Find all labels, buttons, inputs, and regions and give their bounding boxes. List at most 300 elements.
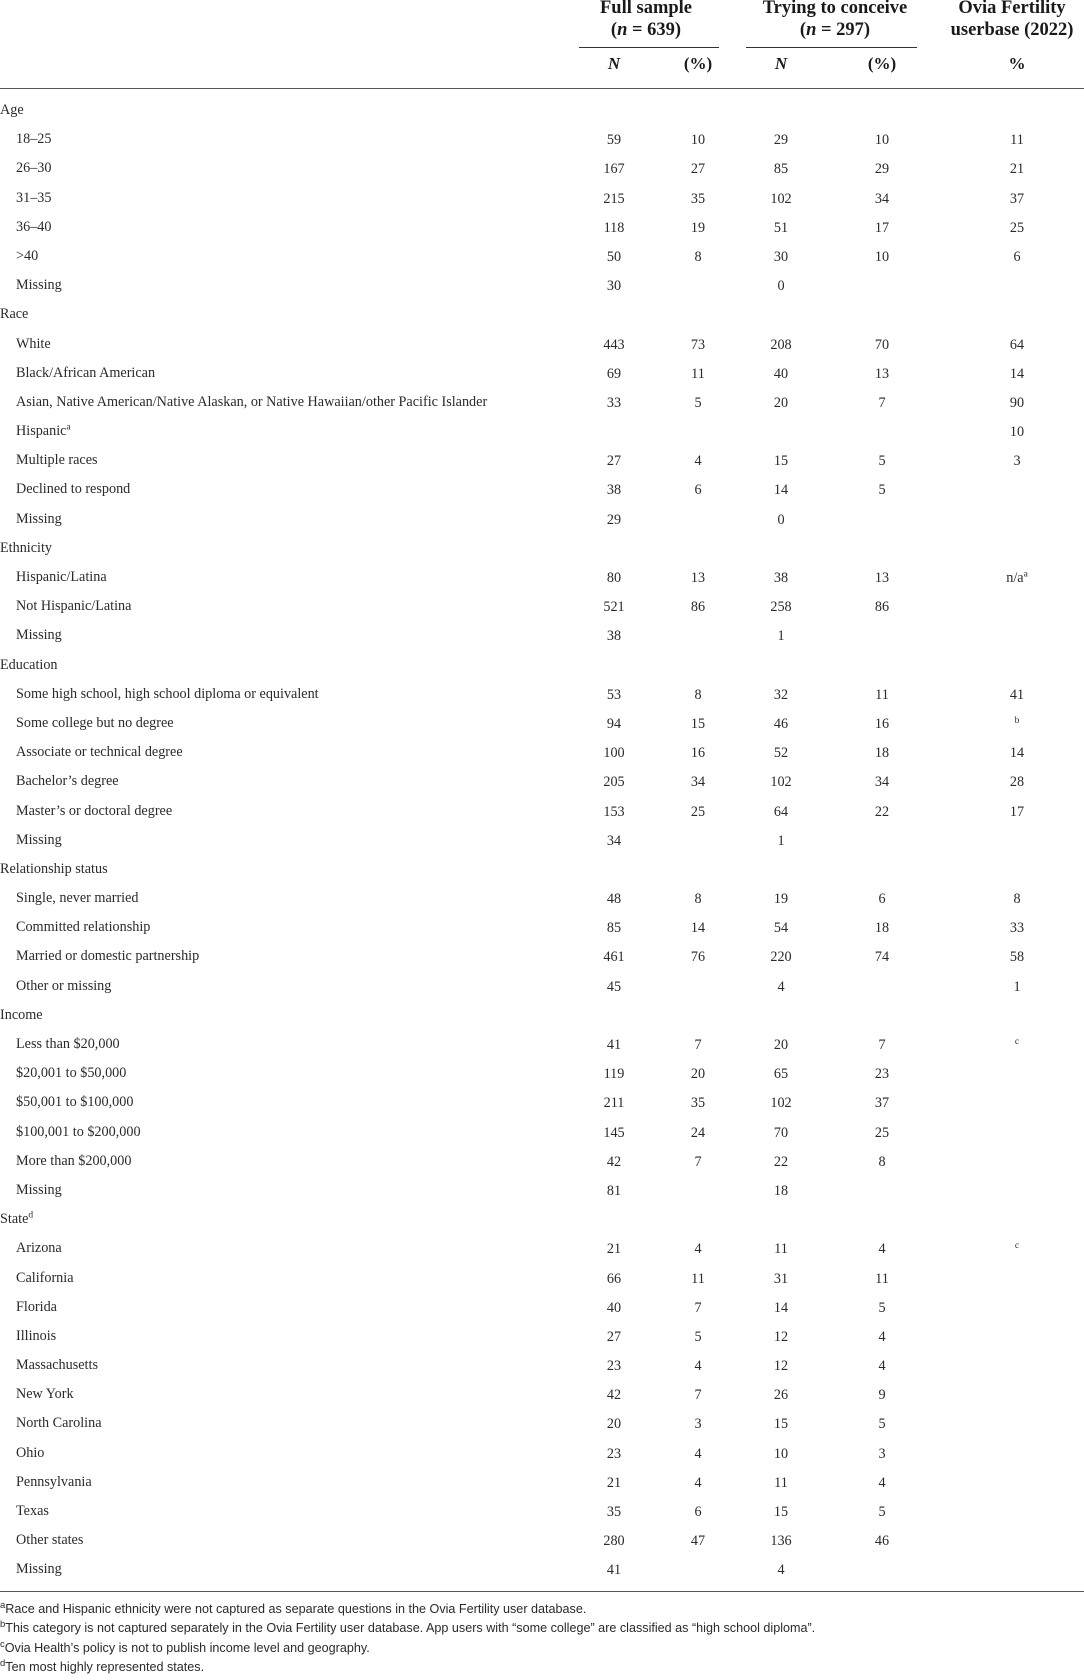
row-label — [16, 1503, 49, 1520]
cell-value: 14 — [1009, 745, 1025, 762]
full-sample-underline — [579, 47, 719, 48]
cell-c3 — [746, 949, 816, 966]
row-label — [16, 1357, 98, 1374]
cell-c1 — [579, 570, 649, 587]
cell-c2 — [663, 599, 733, 616]
cell-value: 4 — [777, 978, 785, 995]
cell-c1 — [579, 1562, 649, 1579]
cell-c3 — [746, 570, 816, 587]
cell-c5 — [982, 366, 1052, 383]
cell-c3 — [746, 220, 816, 237]
cell-c2 — [663, 716, 733, 733]
cell-value: 64 — [773, 803, 789, 820]
cell-c3 — [746, 774, 816, 791]
cell-c3 — [746, 366, 816, 383]
cell-c1 — [579, 1183, 649, 1200]
cell-value: 6 — [878, 891, 886, 908]
cell-c2 — [663, 804, 733, 821]
cell-value: 4 — [694, 1474, 702, 1491]
row-label-text: Committed relationship — [16, 919, 151, 936]
cell-c1 — [579, 599, 649, 616]
table-row — [0, 184, 1084, 213]
footnote-mark: d — [0, 1657, 6, 1669]
footnote-marker: b — [1014, 715, 1020, 726]
row-label-text: North Carolina — [16, 1415, 102, 1432]
cell-value: 66 — [606, 1270, 622, 1287]
row-label-text: Multiple races — [16, 452, 98, 469]
table-row — [0, 1030, 1084, 1059]
cell-c4 — [847, 891, 917, 908]
cell-value: 48 — [606, 891, 622, 908]
table-row — [0, 475, 1084, 504]
cell-c1 — [579, 337, 649, 354]
cell-c1 — [579, 979, 649, 996]
row-label — [16, 1182, 62, 1199]
row-label — [16, 1445, 44, 1462]
cell-c3 — [746, 1241, 816, 1258]
cell-value: 4 — [694, 1358, 702, 1375]
section-header-row — [0, 651, 1084, 680]
cell-value: 86 — [690, 599, 706, 616]
cell-value: 19 — [690, 219, 706, 236]
cell-value: 29 — [606, 511, 622, 528]
cell-value: 15 — [773, 1504, 789, 1520]
cell-value: 45 — [606, 978, 622, 995]
cell-value: 23 — [606, 1445, 622, 1462]
cell-value: 10 — [874, 132, 890, 149]
cell-c1 — [579, 920, 649, 937]
cell-c3 — [746, 1475, 816, 1492]
row-label-text: Income — [0, 1006, 43, 1023]
cell-value: 11 — [774, 1241, 788, 1258]
row-label-text: Education — [0, 656, 58, 673]
table-row — [0, 738, 1084, 767]
cell-c4 — [847, 716, 917, 733]
cell-c4 — [847, 570, 917, 587]
cell-c1 — [579, 482, 649, 499]
row-label — [16, 1386, 74, 1403]
cell-c4 — [847, 453, 917, 470]
table-row — [0, 884, 1084, 913]
cell-value: 4 — [878, 1241, 886, 1258]
cell-value: 51 — [773, 219, 789, 236]
cell-value: 280 — [603, 1533, 625, 1550]
cell-value: 208 — [770, 336, 792, 353]
row-label-text: Some college but no degree — [16, 714, 174, 731]
cell-c3 — [746, 687, 816, 704]
cell-c1 — [579, 220, 649, 237]
cell-c4 — [847, 1300, 917, 1317]
cell-value: 4 — [878, 1358, 886, 1375]
cell-c3 — [746, 745, 816, 762]
cell-value: 41 — [1009, 686, 1025, 703]
row-label — [16, 1240, 62, 1257]
cell-c5 — [982, 220, 1052, 237]
cell-value: 54 — [773, 920, 789, 937]
row-label — [16, 481, 130, 498]
cell-value: 26 — [773, 1387, 789, 1404]
cell-value: 102 — [770, 774, 792, 791]
row-label-text: Race — [0, 306, 29, 323]
row-label-text: Arizona — [16, 1240, 62, 1257]
cell-c2 — [663, 1037, 733, 1054]
row-label-text: Some high school, high school diploma or equivalent — [16, 685, 319, 702]
cell-c5 — [982, 570, 1052, 587]
cell-value: 4 — [694, 453, 702, 470]
cell-value: 38 — [606, 482, 622, 499]
cell-value: 6 — [694, 1504, 702, 1520]
table-row — [0, 125, 1084, 154]
cell-c4 — [847, 249, 917, 266]
cell-c5 — [982, 249, 1052, 266]
cell-c3 — [746, 249, 816, 266]
cell-c1 — [579, 628, 649, 645]
ttc-underline — [746, 47, 917, 48]
cell-value: 35 — [606, 1504, 622, 1520]
footnotes — [0, 1600, 1084, 1678]
footnote-mark: c — [0, 1638, 5, 1650]
col-header-n-full: N — [607, 54, 621, 73]
cell-value: 5 — [878, 1416, 886, 1433]
row-label — [16, 890, 139, 907]
cell-c1 — [579, 1329, 649, 1346]
cell-value: 3 — [694, 1416, 702, 1433]
cell-value: 14 — [773, 1299, 789, 1316]
table-row — [0, 1439, 1084, 1468]
cell-c5 — [982, 191, 1052, 208]
cell-value: 58 — [1009, 949, 1025, 966]
cell-value: 0 — [777, 511, 785, 528]
cell-value: 4 — [694, 1445, 702, 1462]
footnote — [0, 1658, 1084, 1677]
section-header-row — [0, 300, 1084, 329]
cell-value: 11 — [875, 1270, 889, 1287]
cell-c5 — [982, 804, 1052, 821]
cell-value: 7 — [694, 1037, 702, 1053]
cell-c3 — [746, 278, 816, 295]
cell-value: 10 — [773, 1445, 789, 1462]
footnote-text: Ten most highly represented states. — [5, 1660, 205, 1675]
cell-c5 — [982, 395, 1052, 412]
cell-c4 — [847, 804, 917, 821]
cell-value: 27 — [606, 1328, 622, 1345]
cell-c4 — [847, 599, 917, 616]
cell-value: 8 — [694, 686, 702, 703]
cell-value: 20 — [606, 1416, 622, 1433]
cell-c5 — [982, 161, 1052, 178]
row-label — [16, 336, 51, 353]
cell-c4 — [847, 774, 917, 791]
row-label-text: Less than $20,000 — [16, 1036, 120, 1052]
cell-value: 5 — [878, 482, 886, 499]
cell-value: 9 — [878, 1387, 886, 1404]
cell-c1 — [579, 161, 649, 178]
cell-c2 — [663, 570, 733, 587]
footnote-text: Ovia Health’s policy is not to publish income level and geography. — [4, 1640, 370, 1655]
table-row — [0, 1059, 1084, 1088]
cell-c1 — [579, 453, 649, 470]
cell-value: 5 — [878, 453, 886, 470]
cell-value: 34 — [690, 774, 706, 791]
table-row — [0, 1264, 1084, 1293]
row-label-text: Missing — [16, 277, 62, 294]
cell-c1 — [579, 191, 649, 208]
row-label — [16, 190, 51, 207]
row-label — [16, 219, 51, 236]
cell-c3 — [746, 1271, 816, 1288]
cell-value: 76 — [690, 949, 706, 966]
cell-c1 — [579, 1387, 649, 1404]
row-label — [16, 803, 172, 820]
cell-c5 — [982, 687, 1052, 704]
cell-value: 85 — [606, 920, 622, 937]
cell-c5 — [982, 891, 1052, 908]
cell-c5 — [982, 716, 1052, 733]
cell-value: 7 — [694, 1153, 702, 1170]
table-row — [0, 826, 1084, 855]
cell-value: 12 — [773, 1328, 789, 1345]
cell-value: 53 — [606, 686, 622, 703]
cell-value: 145 — [603, 1124, 625, 1141]
table-row — [0, 1176, 1084, 1205]
row-label-text: Age — [0, 102, 24, 118]
section-header-row — [0, 96, 1084, 125]
cell-value: 8 — [1013, 891, 1021, 908]
cell-value: 17 — [1009, 803, 1025, 820]
col-header-pct-full: (%) — [683, 54, 713, 73]
row-label — [16, 511, 62, 528]
row-label-text: Declined to respond — [16, 481, 131, 498]
cell-c2 — [663, 1504, 733, 1521]
footnote-text: This category is not captured separately in the Ovia Fertility user database. App users with “some college” are classified as “high school diploma”. — [5, 1621, 816, 1636]
cell-c2 — [663, 1387, 733, 1404]
table-row — [0, 913, 1084, 942]
table-row — [0, 1409, 1084, 1438]
cell-c4 — [847, 1066, 917, 1083]
cell-c2 — [663, 1125, 733, 1142]
row-label-text: Not Hispanic/Latina — [16, 598, 132, 615]
cell-value: 167 — [603, 161, 625, 178]
cell-c1 — [579, 774, 649, 791]
cell-c2 — [663, 1300, 733, 1317]
cell-c4 — [847, 482, 917, 499]
cell-c2 — [663, 1241, 733, 1258]
cell-value: 119 — [603, 1066, 625, 1083]
cell-value: 25 — [690, 803, 706, 820]
cell-value: 25 — [874, 1124, 890, 1141]
cell-value: 85 — [773, 161, 789, 178]
row-label — [16, 423, 71, 440]
cell-c4 — [847, 395, 917, 412]
cell-value: 64 — [1009, 336, 1025, 353]
table-row — [0, 330, 1084, 359]
row-label — [16, 1065, 126, 1082]
row-label-text: Bachelor’s degree — [16, 773, 119, 790]
table-row — [0, 1322, 1084, 1351]
row-label — [16, 832, 62, 849]
cell-c1 — [579, 1475, 649, 1492]
table-row — [0, 213, 1084, 242]
row-label-text: 18–25 — [16, 131, 52, 148]
row-label — [16, 1094, 133, 1111]
cell-c3 — [746, 453, 816, 470]
cell-value: 41 — [606, 1562, 622, 1579]
cell-c1 — [579, 395, 649, 412]
cell-value: 31 — [773, 1270, 789, 1287]
cell-value: 38 — [773, 570, 789, 586]
cell-value: 41 — [606, 1037, 622, 1053]
cell-value: 13 — [874, 365, 890, 382]
row-label-text: $100,001 to $200,000 — [16, 1123, 141, 1140]
row-label — [16, 365, 155, 382]
cell-value: 14 — [1009, 365, 1025, 382]
cell-value: 21 — [606, 1474, 622, 1491]
table-row — [0, 271, 1084, 300]
cell-value: 27 — [606, 453, 622, 470]
cell-c1 — [579, 1066, 649, 1083]
cell-c1 — [579, 1154, 649, 1171]
cell-c1 — [579, 745, 649, 762]
cell-c3 — [746, 1125, 816, 1142]
cell-value: 65 — [773, 1066, 789, 1083]
cell-value: 30 — [773, 248, 789, 265]
table-row — [0, 1293, 1084, 1322]
cell-value: 15 — [690, 715, 706, 732]
cell-c2 — [663, 774, 733, 791]
row-label-text: Relationship status — [0, 860, 108, 877]
cell-c1 — [579, 366, 649, 383]
row-label — [16, 1328, 56, 1345]
cell-value: 47 — [690, 1533, 706, 1550]
row-label — [16, 160, 51, 177]
cell-c1 — [579, 1125, 649, 1142]
cell-value: 37 — [1009, 190, 1025, 207]
cell-c1 — [579, 249, 649, 266]
cell-value: 21 — [606, 1241, 622, 1258]
cell-value: 46 — [773, 715, 789, 732]
cell-value: 73 — [690, 336, 706, 353]
cell-value: 16 — [874, 715, 890, 732]
col-header-pct-ovia: % — [1008, 54, 1026, 73]
cell-c1 — [579, 278, 649, 295]
row-label — [16, 569, 107, 586]
cell-c4 — [847, 949, 917, 966]
cell-c3 — [746, 1533, 816, 1550]
cell-value: 7 — [878, 394, 886, 411]
cell-value: 21 — [1009, 161, 1025, 178]
cell-c2 — [663, 891, 733, 908]
cell-value: 90 — [1009, 394, 1025, 411]
cell-value: 8 — [694, 891, 702, 908]
table-row — [0, 1147, 1084, 1176]
cell-c3 — [746, 161, 816, 178]
table-row — [0, 242, 1084, 271]
row-label — [16, 744, 183, 761]
cell-value: 11 — [691, 365, 705, 382]
cell-value: 118 — [603, 219, 625, 236]
cell-value: 220 — [770, 949, 792, 966]
cell-value: 5 — [878, 1504, 886, 1520]
section-header-row — [0, 534, 1084, 563]
cell-c5 — [982, 453, 1052, 470]
cell-c5 — [982, 920, 1052, 937]
footnote-marker: c — [1014, 1037, 1020, 1047]
row-label-text: $50,001 to $100,000 — [16, 1094, 134, 1111]
cell-value: 4 — [878, 1474, 886, 1491]
cell-c4 — [847, 1154, 917, 1171]
cell-c1 — [579, 716, 649, 733]
cell-c3 — [746, 1562, 816, 1579]
footnote-marker: d — [28, 1210, 34, 1221]
row-label-text: >40 — [16, 247, 39, 264]
section-label — [0, 306, 28, 323]
footnote-mark: a — [0, 1599, 6, 1611]
table-row — [0, 417, 1084, 446]
cell-c4 — [847, 1416, 917, 1433]
table-row — [0, 621, 1084, 650]
cell-c1 — [579, 687, 649, 704]
row-label — [16, 1561, 62, 1578]
footnote — [0, 1600, 1084, 1619]
cell-c3 — [746, 1154, 816, 1171]
table-row — [0, 767, 1084, 796]
cell-c2 — [663, 949, 733, 966]
cell-value: 16 — [690, 745, 706, 762]
cell-c1 — [579, 1095, 649, 1112]
cell-value: 10 — [1009, 424, 1025, 441]
cell-c4 — [847, 1095, 917, 1112]
cell-c4 — [847, 220, 917, 237]
cell-value: 29 — [874, 161, 890, 178]
cell-c3 — [746, 1037, 816, 1054]
cell-value: 211 — [603, 1095, 625, 1112]
cell-value: 1 — [777, 832, 785, 849]
cell-c3 — [746, 337, 816, 354]
cell-c3 — [746, 716, 816, 733]
cell-value: 25 — [1009, 219, 1025, 236]
cell-value: 35 — [690, 1095, 706, 1112]
cell-value: 81 — [606, 1182, 622, 1199]
cell-c2 — [663, 395, 733, 412]
row-label — [16, 598, 131, 615]
cell-value: 7 — [694, 1299, 702, 1316]
row-label — [16, 277, 62, 294]
row-label-text: Missing — [16, 627, 62, 644]
table-row — [0, 1351, 1084, 1380]
cell-value: 46 — [874, 1533, 890, 1550]
cell-value: 27 — [690, 161, 706, 178]
row-label — [16, 948, 199, 965]
cell-c3 — [746, 1504, 816, 1521]
cell-value: 34 — [606, 832, 622, 849]
cell-c2 — [663, 366, 733, 383]
cell-value: 70 — [773, 1124, 789, 1141]
cell-value: 258 — [770, 599, 792, 616]
cell-c2 — [663, 1095, 733, 1112]
cell-c5 — [982, 979, 1052, 996]
row-label — [16, 248, 38, 265]
cell-value: 7 — [694, 1387, 702, 1404]
cell-value: 11 — [691, 1270, 705, 1287]
section-label — [0, 102, 24, 119]
cell-c4 — [847, 1475, 917, 1492]
cell-c1 — [579, 949, 649, 966]
row-label — [16, 394, 487, 411]
cell-c4 — [847, 1329, 917, 1346]
cell-value: 24 — [690, 1124, 706, 1141]
row-label-text: Missing — [16, 1181, 62, 1198]
cell-c3 — [746, 1446, 816, 1463]
